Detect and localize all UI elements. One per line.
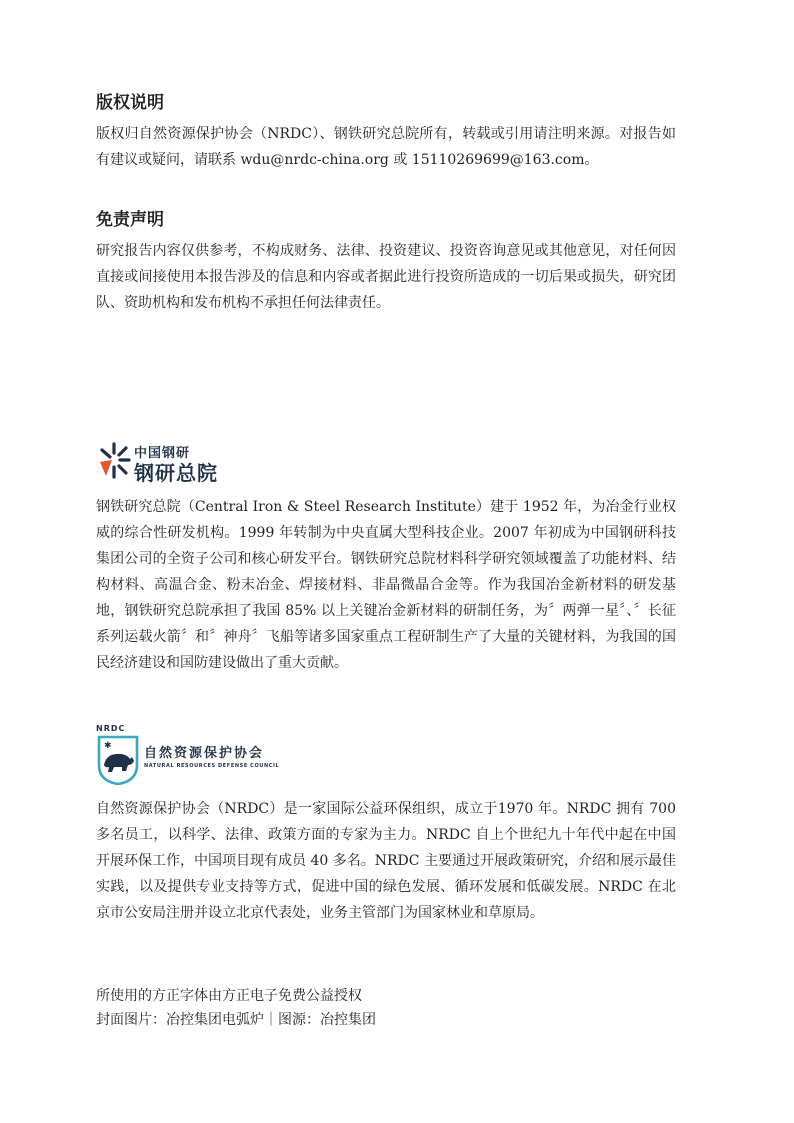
nrdc-logo xyxy=(96,724,296,786)
svg-text:✱: ✱ xyxy=(104,741,112,751)
nrdc-logo-chinese-name: 自然资源保护协会 xyxy=(144,746,265,761)
disclaimer-body: 研究报告内容仅供参考，不构成财务、法律、投资建议、投资咨询意见或其他意见，对任何因直接或间接使用本报告涉及的信息和内容或者据此进行投资所造成的一切后果或损失，研究团队、资助机构和发布机构不承担任何法律责任。 xyxy=(96,243,676,311)
cisri-logo-large-text: 钢研总院 xyxy=(134,461,218,485)
copyright-heading: 版权说明 xyxy=(96,93,164,113)
cisri-description xyxy=(96,494,676,676)
cover-image-credit: 封面图片：冶控集团电弧炉｜图源：冶控集团 xyxy=(96,1012,376,1028)
disclaimer-section xyxy=(96,209,676,316)
nrdc-logo-english-name: NATURAL RESOURCES DEFENSE COUNCIL xyxy=(144,763,280,769)
copyright-body: 版权归自然资源保护协会（NRDC）、钢铁研究总院所有，转载或引用请注明来源。对报告如有建议或疑问，请联系 wdu@nrdc-china.org 或 15110269699@163.com。 xyxy=(96,126,676,168)
nrdc-logo-tag: NRDC xyxy=(96,724,126,733)
cisri-logo xyxy=(96,440,296,486)
nrdc-body: 自然资源保护协会（NRDC）是一家国际公益环保组织，成立于1970 年。NRDC 拥有 700 多名员工，以科学、法律、政策方面的专家为主力。NRDC 自上个世纪九十年代中起在中国开展环保工作，中国项目现有成员 40 多名。NRDC 主要通过开展政策研究，介绍和展示最佳实践，以及提供专业支持等方式，促进中国的绿色发展、循环发展和低碳发展。NRDC 在北京市公安局注册并设立北京代表处，业务主管部门为国家林业和草原局。 xyxy=(96,801,676,921)
font-credit: 所使用的方正字体由方正电子免费公益授权 xyxy=(96,988,362,1004)
polar-bear-icon xyxy=(96,735,140,785)
cisri-body: 钢铁研究总院（Central Iron & Steel Research Institute）建于 1952 年，为冶金行业权威的综合性研发机构。1999 年转制为中央直属大型科技企业。2007 年初成为中国钢研科技集团公司的全资子公司和核心研发平台。钢铁研究总院材料科学研究领域覆盖了功能材料、结构材料、高温合金、粉末冶金、焊接材料、非晶微晶合金等。作为我国冶金新材料的研发基地，钢铁研究总院承担了我国 85% 以上关键冶金新材料的研制任务，为〞两弹一星〞、〞长征系列运载火箭〞和〞神舟〞飞船等诸多国家重点工程研制生产了大量的关键材料，为我国的国民经济建设和国防建设做出了重大贡献。 xyxy=(96,499,676,671)
copyright-section xyxy=(96,92,676,173)
credits-section xyxy=(96,984,676,1032)
cisri-logo-small-text: 中国钢研 xyxy=(134,446,191,461)
cisri-logo-icon xyxy=(96,440,132,480)
nrdc-description xyxy=(96,796,676,926)
disclaimer-heading: 免责声明 xyxy=(96,210,164,230)
